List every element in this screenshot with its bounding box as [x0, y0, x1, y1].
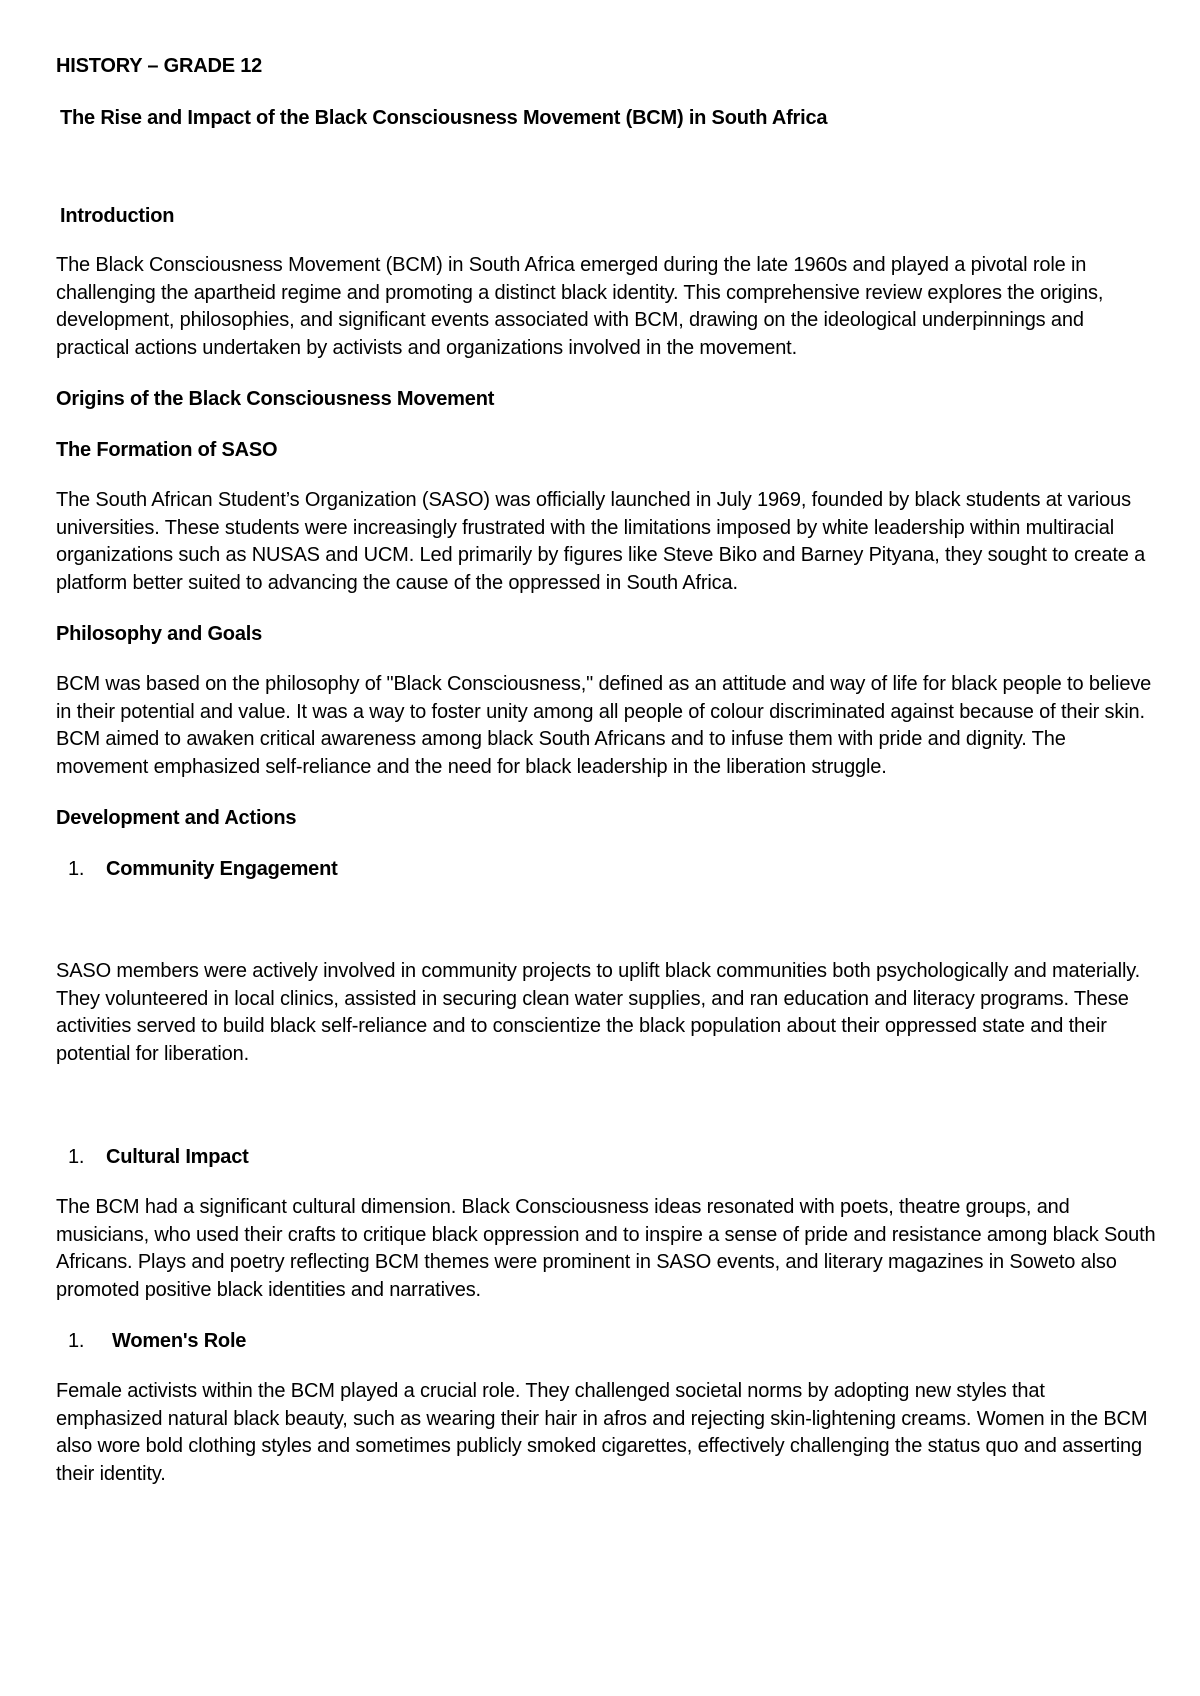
document-title: The Rise and Impact of the Black Consciousness Movement (BCM) in South Africa [60, 107, 828, 129]
philosophy-text: BCM was based on the philosophy of "Black Consciousness," defined as an attitude and way of life for black people to believe in their potential and value. It was a way to foster unity among all people of colour discriminated against because of their skin. BCM aimed to awaken critical awareness among black South Africans and to infuse them with pride and dignity. The movement emphasized self-reliance and the need for black leadership in the liberation struggle. [56, 673, 1152, 778]
introduction-heading: Introduction [60, 205, 175, 227]
spacer [56, 832, 1156, 855]
women-list-item [56, 1327, 1156, 1355]
introduction-text: The Black Consciousness Movement (BCM) in South Africa emerged during the late 1960s and played a pivotal role in challenging the apartheid regime and promoting a distinct black identity. This comprehensive review explores the origins, development, philosophies, and significant events associated with BCM, drawing on the ideological underpinnings and practical actions undertaken by activists and organizations involved in the movement. [56, 254, 1104, 359]
list-number: 1. [68, 1146, 85, 1168]
spacer [56, 781, 1156, 804]
list-number: 1. [68, 1330, 85, 1352]
spacer [56, 362, 1156, 385]
saso-text: The South African Student’s Organization (SASO) was officially launched in July 1969, founded by black students at various universities. These students were increasingly frustrated with the limitations imposed by white leadership within multiracial organizations such as NUSAS and UCM. Led primarily by figures like Steve Biko and Barney Pityana, they sought to create a platform better suited to advancing the cause of the oppressed in South Africa. [56, 489, 1146, 594]
women-text: Female activists within the BCM played a crucial role. They challenged societal norms by adopting new styles that emphasized natural black beauty, such as wearing their hair in afros and rejecting skin-lightening creams. Women in the BCM also wore bold clothing styles and sometimes publicly smoked cigarettes, effectively challenging the status quo and asserting their identity. [56, 1380, 1148, 1485]
spacer [56, 597, 1156, 620]
spacer [56, 1355, 1156, 1378]
community-text: SASO members were actively involved in community projects to uplift black communities both psychologically and materially. They volunteered in local clinics, assisted in securing clean water supplies, and ran education and literacy programs. These activities served to build black self-reliance and to conscientize the black population about their oppressed state and their potential for liberation. [56, 960, 1141, 1065]
origins-heading: Origins of the Black Consciousness Movement [56, 388, 495, 410]
spacer [56, 648, 1156, 671]
document-page [56, 52, 1156, 1488]
cultural-text: The BCM had a significant cultural dimension. Black Consciousness ideas resonated with poets, theatre groups, and musicians, who used their crafts to critique black oppression and to inspire a sense of pride and resistance among black South Africans. Plays and poetry reflecting BCM themes were prominent in SASO events, and literary magazines in Soweto also promoted positive black identities and narratives. [56, 1196, 1156, 1301]
spacer [56, 464, 1156, 487]
spacer [56, 1068, 1156, 1143]
spacer [56, 1171, 1156, 1194]
philosophy-heading: Philosophy and Goals [56, 623, 263, 645]
women-heading: Women's Role [112, 1330, 247, 1352]
spacer [56, 413, 1156, 436]
development-heading: Development and Actions [56, 807, 297, 829]
spacer [56, 230, 1156, 252]
subject-heading: HISTORY – GRADE 12 [56, 55, 263, 77]
list-number: 1. [68, 858, 85, 880]
spacer [56, 1304, 1156, 1327]
saso-heading: The Formation of SASO [56, 439, 278, 461]
cultural-list-item [56, 1143, 1156, 1171]
spacer [56, 132, 1156, 202]
spacer [56, 80, 1156, 104]
community-heading: Community Engagement [106, 858, 338, 880]
community-list-item [56, 855, 1156, 883]
cultural-heading: Cultural Impact [106, 1146, 249, 1168]
spacer [56, 883, 1156, 958]
